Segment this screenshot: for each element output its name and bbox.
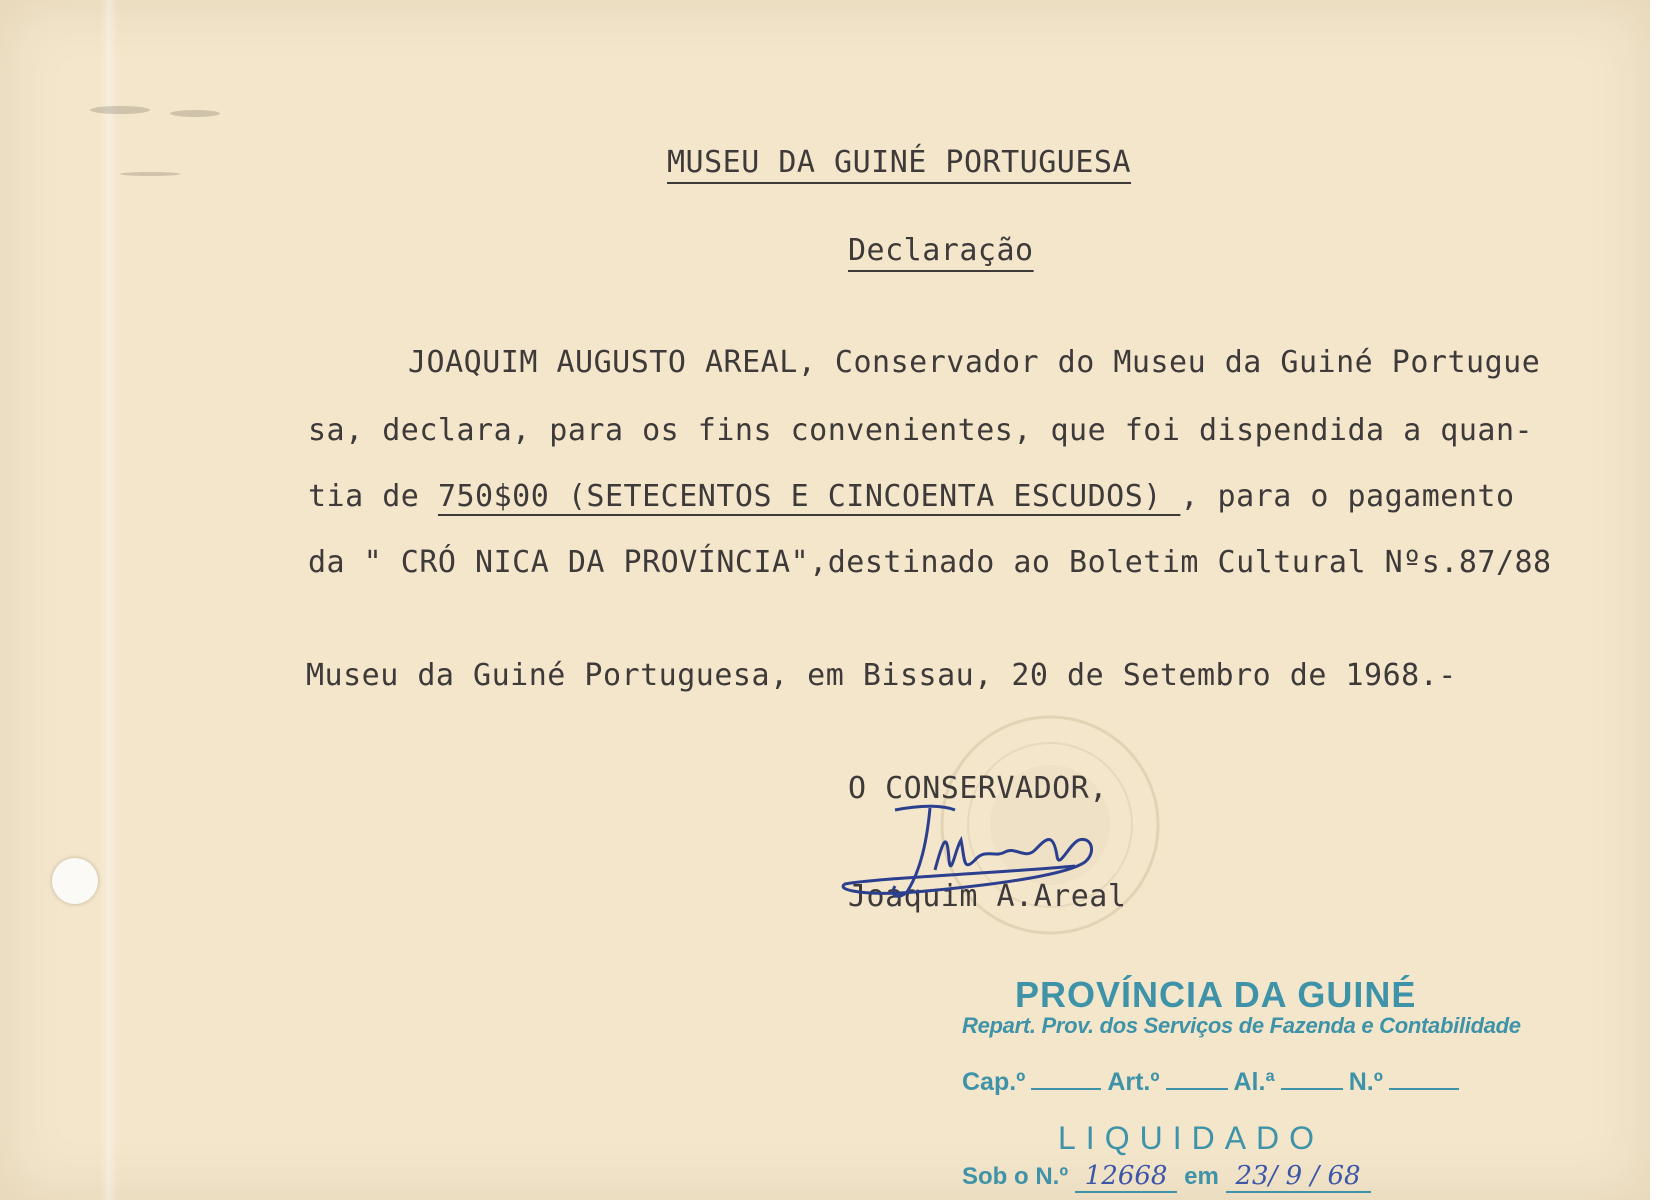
stamp-reg-number: 12668 (1075, 1161, 1178, 1193)
body-line-4: da " CRÓ NICA DA PROVÍNCIA",destinado ao Boletim Cultural Nºs.87/88 (308, 545, 1552, 580)
body-line-1: JOAQUIM AUGUSTO AREAL, Conservador do Museu da Guiné Portugue (408, 345, 1541, 380)
stamp-date-value: 23/ 9 / 68 (1226, 1161, 1371, 1193)
stamp-field-cap: Cap.º (962, 1068, 1026, 1096)
stamp-field-art: Art.º (1107, 1068, 1160, 1096)
stamp-department: Repart. Prov. dos Serviços de Fazenda e Contabilidade (962, 1013, 1521, 1038)
document-header: MUSEU DA GUINÉ PORTUGUESA (667, 145, 1132, 180)
document-heading: Declaração (848, 233, 1034, 268)
paper-fold (100, 0, 118, 1200)
body-line-3-prefix: tia de (308, 479, 438, 514)
ink-smudge (170, 110, 220, 117)
stamp-date-label: em (1184, 1163, 1219, 1190)
stamp-fields (962, 1070, 1465, 1095)
place-date-line: Museu da Guiné Portuguesa, em Bissau, 20 de Setembro de 1968.- (306, 658, 1457, 693)
stamp-status: LIQUIDADO (1058, 1120, 1325, 1156)
ink-smudge (90, 106, 150, 114)
body-line-2: sa, declara, para os fins convenientes, que foi dispendida a quan- (308, 413, 1534, 448)
amount-text: 750$00 (SETECENTOS E CINCOENTA ESCUDOS) (437, 479, 1181, 514)
stamp-reg-label: Sob o N.º (962, 1163, 1069, 1190)
signer-title: O CONSERVADOR, (848, 771, 1108, 806)
ink-smudge (120, 172, 180, 176)
stamp-heading: PROVÍNCIA DA GUINÉ (1015, 974, 1417, 1015)
body-line-3-suffix: , para o pagamento (1180, 479, 1515, 514)
stamp-field-n: N.º (1348, 1068, 1383, 1096)
punch-hole (52, 858, 98, 904)
handwritten-signature (835, 800, 1155, 914)
body-line-3 (308, 479, 1515, 514)
stamp-field-al: Al.ª (1233, 1068, 1275, 1096)
signer-name: Joaquim A.Areal (848, 879, 1127, 914)
page-edge (1650, 0, 1664, 1200)
stamp-registration (962, 1163, 1371, 1189)
